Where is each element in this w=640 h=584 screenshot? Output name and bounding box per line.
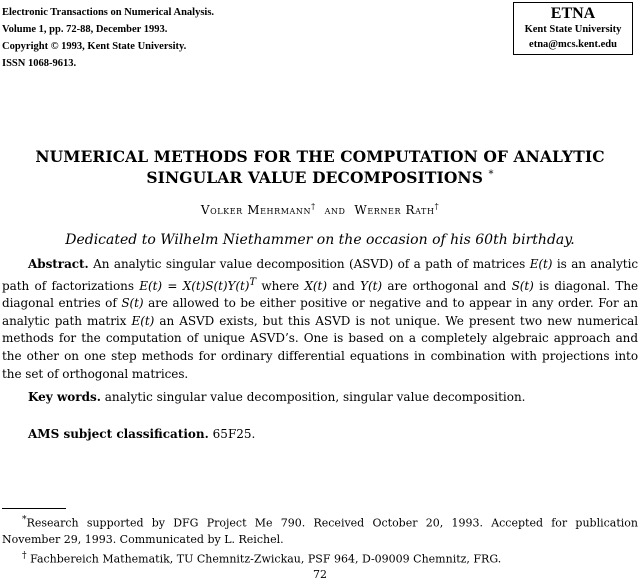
journal-name: Electronic Transactions on Numerical Analysis. xyxy=(2,7,215,18)
footnote-2-mark: † xyxy=(22,549,27,561)
math-St: S(t) xyxy=(121,296,144,311)
footnote-1-mark: * xyxy=(22,514,27,525)
title-line-1: NUMERICAL METHODS FOR THE COMPUTATION OF ANALYTIC xyxy=(35,147,605,166)
footnote-2-text: Fachbereich Mathematik, TU Chemnitz-Zwickau, PSF 964, D-09009 Chemnitz, FRG. xyxy=(30,552,502,566)
footnotes xyxy=(2,512,638,567)
author-list xyxy=(0,202,640,217)
issn-line: ISSN 1068-9613. xyxy=(2,58,77,69)
etna-email: etna@mcs.kent.edu xyxy=(529,39,617,50)
author-2-mark: † xyxy=(434,202,440,211)
copyright-line: Copyright © 1993, Kent State University. xyxy=(2,41,187,52)
footnote-1 xyxy=(2,512,638,548)
journal-header xyxy=(2,4,214,72)
math-Xt: X(t) xyxy=(304,278,327,293)
abstract-label: Abstract. xyxy=(28,257,89,271)
volume-info: Volume 1, pp. 72-88, December 1993. xyxy=(2,24,168,35)
footnote-1-text: Research supported by DFG Project Me 790. Received October 20, 1993. Accepted for publication November 29, 1993. Communicated by L. Reichel. xyxy=(2,516,638,546)
title-line-2: SINGULAR VALUE DECOMPOSITIONS xyxy=(146,168,483,188)
keywords-label: Key words. xyxy=(28,390,101,404)
dedication: Dedicated to Wilhelm Niethammer on the occasion of his 60th birthday. xyxy=(65,232,575,248)
paper-title xyxy=(0,148,640,187)
etna-title: ETNA xyxy=(550,5,596,22)
abstract-text: where xyxy=(261,278,300,293)
math-Yt: Y(t) xyxy=(360,278,383,293)
author-1-mark: † xyxy=(311,202,316,211)
abstract-text: is diagonal. The diagonal entries of xyxy=(2,278,639,311)
math-Et: E(t) xyxy=(131,313,155,328)
abstract-text: an ASVD exists, but this ASVD is not unique. We present two new numerical methods for the computation of unique ASVD’s. One is based on a completely algebraic approach and the other on one step methods for ordinary differential equations in combination with projections into the set of orthogonal matrices. xyxy=(2,313,639,381)
ams-text: 65F25. xyxy=(212,427,256,441)
title-footnote-mark: * xyxy=(488,169,494,180)
math-factorization: E(t) = X(t)S(t)Y(t) xyxy=(139,278,250,293)
abstract xyxy=(2,256,638,383)
footnote-divider xyxy=(2,508,66,509)
etna-university: Kent State University xyxy=(524,24,622,35)
etna-logo-box xyxy=(513,2,633,55)
abstract-text: and xyxy=(332,278,355,293)
math-transpose: T xyxy=(249,276,257,288)
abstract-text: is an analytic path of factorizations xyxy=(2,257,639,293)
ams-label: AMS subject classification. xyxy=(28,427,209,441)
author-1: Volker Mehrmann xyxy=(200,203,312,217)
page-number: 72 xyxy=(313,568,327,581)
abstract-text: are allowed to be either positive or negative and to appear in any order. For an analytic path matrix xyxy=(2,296,639,328)
key-words xyxy=(28,390,628,404)
ams-classification xyxy=(28,427,628,441)
abstract-text: are orthogonal and xyxy=(387,278,507,293)
math-Et: E(t) xyxy=(529,257,553,271)
footnote-2 xyxy=(2,548,638,568)
author-and: and xyxy=(324,203,346,217)
abstract-text: An analytic singular value decomposition (ASVD) of a path of matrices xyxy=(93,257,526,271)
author-2: Werner Rath xyxy=(354,203,435,217)
math-St: S(t) xyxy=(511,278,534,293)
keywords-text: analytic singular value decomposition, singular value decomposition. xyxy=(104,390,526,404)
